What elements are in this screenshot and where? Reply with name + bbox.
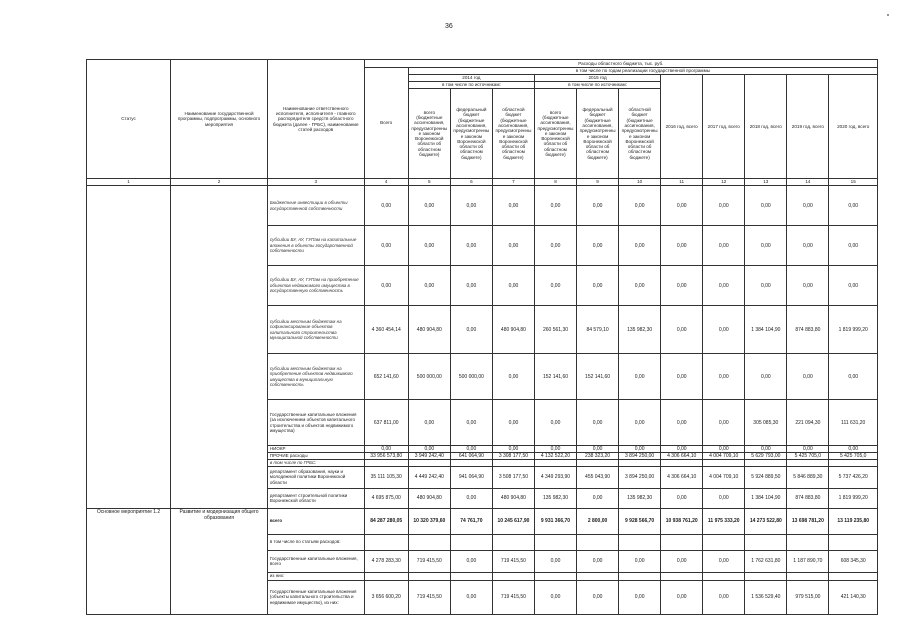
row-value: 0,00 — [577, 580, 619, 614]
budget-table-sheet — [86, 59, 878, 615]
header-year-2016: 2016 год, всего — [661, 75, 703, 179]
row-value: 221 094,30 — [787, 400, 829, 446]
main-activity-value: 10 245 617,90 — [492, 508, 534, 534]
row-value: 1 384 104,90 — [745, 306, 787, 354]
table-body — [87, 186, 878, 615]
row-value: 5 425 705,0 — [829, 453, 878, 460]
row-value: 421 140,30 — [829, 580, 878, 614]
row-value: 608 345,30 — [829, 550, 878, 572]
row-value: 719 415,50 — [408, 580, 450, 614]
row-value: 0,00 — [534, 446, 576, 453]
row-value: 0,00 — [661, 266, 703, 306]
row-value: 0,00 — [787, 446, 829, 453]
row-value — [364, 534, 408, 550]
table-row — [87, 186, 878, 226]
row-value: 0,00 — [661, 400, 703, 446]
row-value: 3 656 600,20 — [364, 580, 408, 614]
header-program-name: Наименование государственной программы, подпрограммы, основного мероприятия — [171, 60, 268, 179]
col-num: 7 — [492, 179, 534, 186]
row-value: 0,00 — [534, 550, 576, 572]
main-activity-value: 2 800,00 — [577, 508, 619, 534]
row-value: 0,00 — [492, 266, 534, 306]
row-value: 0,00 — [492, 446, 534, 453]
row-value: 0,00 — [534, 186, 576, 226]
row-value: 1 762 631,80 — [745, 550, 787, 572]
main-activity-value: 10 320 379,60 — [408, 508, 450, 534]
row-value: 3 508 177,50 — [492, 466, 534, 488]
row-value: 0,00 — [364, 266, 408, 306]
row-value: 0,00 — [661, 306, 703, 354]
header-year-2017: 2017 год, всего — [703, 75, 745, 179]
row-value: 4 004 709,10 — [703, 453, 745, 460]
main-activity-value: 10 938 761,20 — [661, 508, 703, 534]
budget-table — [86, 59, 878, 615]
status-cell-empty — [87, 186, 171, 509]
row-label: Государственные капитальные вложения, всего — [267, 550, 364, 572]
row-value — [703, 534, 745, 550]
row-value: 0,00 — [787, 226, 829, 266]
row-value: 0,00 — [408, 186, 450, 226]
row-value: 480 904,80 — [408, 306, 450, 354]
row-value: 4 349 293,90 — [534, 466, 576, 488]
row-label: из них: — [267, 572, 364, 580]
row-value: 0,00 — [745, 354, 787, 400]
row-value: 0,00 — [661, 354, 703, 400]
col-num: 10 — [619, 179, 661, 186]
row-value: 480 904,80 — [408, 488, 450, 508]
col-num: 1 — [87, 179, 171, 186]
row-label: в том числе по ГРБС: — [267, 460, 364, 467]
row-value: 3 894 250,00 — [619, 466, 661, 488]
row-value: 0,00 — [703, 580, 745, 614]
row-value: 0,00 — [492, 186, 534, 226]
row-value — [703, 572, 745, 580]
header-status: Статус — [87, 60, 171, 179]
col-num: 15 — [829, 179, 878, 186]
row-value: 152 141,60 — [534, 354, 576, 400]
col-num: 2 — [171, 179, 268, 186]
col-num: 14 — [787, 179, 829, 186]
row-value: 0,00 — [619, 186, 661, 226]
row-value: 0,00 — [450, 488, 492, 508]
row-value: 0,00 — [534, 266, 576, 306]
row-value: 0,00 — [703, 266, 745, 306]
header-total: Всего — [364, 68, 408, 179]
row-value: 0,00 — [577, 186, 619, 226]
row-value: 3 308 177,50 — [492, 453, 534, 460]
row-label: ПРОЧИЕ расходы — [267, 453, 364, 460]
row-value: 4 306 664,10 — [661, 466, 703, 488]
row-value: 5 629 793,00 — [745, 453, 787, 460]
col-num: 4 — [364, 179, 408, 186]
row-value: 0,00 — [745, 226, 787, 266]
main-activity-value: 9 931 366,70 — [534, 508, 576, 534]
col-num: 13 — [745, 179, 787, 186]
row-value: 0,00 — [829, 354, 878, 400]
row-value: 0,00 — [787, 354, 829, 400]
header-year-2020: 2020 год, всего — [829, 75, 878, 179]
row-value — [619, 534, 661, 550]
row-value: 5 924 889,50 — [745, 466, 787, 488]
row-value: 0,00 — [829, 226, 878, 266]
header-by-years: в том числе по годам реализации государственной программы — [408, 68, 877, 75]
header-expenses-title: Расходы областного бюджета, тыс. руб. — [364, 60, 877, 68]
row-value: 480 904,80 — [492, 488, 534, 508]
row-value: 0,00 — [703, 354, 745, 400]
col-num: 5 — [408, 179, 450, 186]
row-value: 719 415,50 — [492, 550, 534, 572]
row-value — [577, 572, 619, 580]
row-label: Государственные капитальные вложения (за исключением объектов капитального строительства и объектов недвижимого имущества) — [267, 400, 364, 446]
row-value: 0,00 — [534, 580, 576, 614]
main-activity-value: 13 698 781,20 — [787, 508, 829, 534]
row-value: 0,00 — [661, 550, 703, 572]
row-value — [619, 572, 661, 580]
header-year-2014: 2014 год — [408, 75, 534, 82]
row-value: 0,00 — [787, 186, 829, 226]
row-value — [408, 572, 450, 580]
row-value: 0,00 — [619, 580, 661, 614]
row-value: 719 415,50 — [408, 550, 450, 572]
row-value: 455 043,90 — [577, 466, 619, 488]
row-value: 0,00 — [577, 226, 619, 266]
column-numbers-row — [87, 179, 878, 186]
row-value: 5 737 426,20 — [829, 466, 878, 488]
row-value: 4 132 522,20 — [534, 453, 576, 460]
row-value: 84 579,10 — [577, 306, 619, 354]
row-value: 0,00 — [703, 550, 745, 572]
row-value: 0,00 — [492, 400, 534, 446]
header-executor: Наименование ответственного исполнителя, исполнителя - главного распорядителя средств областного бюджета (далее - ГРБС), наименование статей расходов — [267, 60, 364, 179]
col-num: 11 — [661, 179, 703, 186]
row-value — [577, 534, 619, 550]
row-value: 0,00 — [619, 226, 661, 266]
row-value — [492, 572, 534, 580]
row-value: 0,00 — [703, 306, 745, 354]
row-value — [408, 534, 450, 550]
main-activity-value: 13 119 235,80 — [829, 508, 878, 534]
row-value: 0,00 — [364, 186, 408, 226]
col-num: 3 — [267, 179, 364, 186]
row-value: 0,00 — [745, 266, 787, 306]
row-value — [745, 534, 787, 550]
row-value: 0,00 — [619, 266, 661, 306]
row-value: 1 187 890,70 — [787, 550, 829, 572]
row-value: 0,00 — [364, 446, 408, 453]
row-label: субсидии местным бюджетам на приобретение объектов недвижимого имущества в муниципальную собственность — [267, 354, 364, 400]
row-value: 637 811,00 — [364, 400, 408, 446]
row-value: 0,00 — [450, 446, 492, 453]
row-value: 0,00 — [619, 400, 661, 446]
col-num: 9 — [577, 179, 619, 186]
row-value: 238 323,20 — [577, 453, 619, 460]
main-activity-row — [87, 508, 878, 534]
scan-mark — [887, 14, 889, 16]
row-value: 0,00 — [577, 550, 619, 572]
row-value: 135 982,30 — [619, 488, 661, 508]
row-value: 480 904,80 — [492, 306, 534, 354]
row-value — [787, 572, 829, 580]
row-value: 500 000,00 — [450, 354, 492, 400]
header-sources-2015: в том числе по источникам: — [534, 82, 660, 89]
row-value: 0,00 — [619, 354, 661, 400]
row-value: 0,00 — [787, 266, 829, 306]
row-value: 0,00 — [577, 266, 619, 306]
row-value: 0,00 — [703, 226, 745, 266]
row-value: 0,00 — [450, 580, 492, 614]
main-activity-status: Основное мероприятие 1.2 — [87, 508, 171, 614]
row-label: субсидии БУ, АУ, ГУПам на приобретение объектов недвижимого имущества в государственную собственность — [267, 266, 364, 306]
row-value: 0,00 — [450, 306, 492, 354]
main-activity-label: всего — [267, 508, 364, 534]
header-2015-federal: федеральный бюджет (бюджетные ассигнования, предусмотренные законом Воронежской области об областном бюджете) — [577, 89, 619, 179]
row-value — [492, 534, 534, 550]
col-num: 12 — [703, 179, 745, 186]
row-value: 260 561,30 — [534, 306, 576, 354]
col-num: 8 — [534, 179, 576, 186]
row-value: 0,00 — [408, 446, 450, 453]
row-value: 0,00 — [703, 186, 745, 226]
row-value: 979 515,00 — [787, 580, 829, 614]
header-2015-regional: областной бюджет (бюджетные ассигнования, предусмотренные законом Воронежской области об областном бюджете) — [619, 89, 661, 179]
row-value: 1 819 999,20 — [829, 488, 878, 508]
row-value: 0,00 — [745, 446, 787, 453]
row-label: субсидии местным бюджетам на софинансирование объектов капитального строительства муниципальной собственности — [267, 306, 364, 354]
row-value: 4 360 454,14 — [364, 306, 408, 354]
row-value: 111 631,20 — [829, 400, 878, 446]
row-value: 135 982,30 — [534, 488, 576, 508]
row-value: 4 306 664,10 — [661, 453, 703, 460]
row-value — [829, 572, 878, 580]
row-value: 135 982,30 — [619, 306, 661, 354]
row-value: 305 085,30 — [745, 400, 787, 446]
row-value: 941 064,90 — [450, 466, 492, 488]
header-sources-2014: в том числе по источникам: — [408, 82, 534, 89]
row-value: 3 949 242,40 — [408, 453, 450, 460]
row-value — [829, 534, 878, 550]
row-value: 0,00 — [661, 580, 703, 614]
row-value — [745, 572, 787, 580]
row-value: 0,00 — [450, 226, 492, 266]
row-value: 0,00 — [492, 226, 534, 266]
main-activity-value: 84 287 280,05 — [364, 508, 408, 534]
row-value: 0,00 — [450, 266, 492, 306]
row-value: 0,00 — [661, 186, 703, 226]
row-value: 652 141,60 — [364, 354, 408, 400]
row-value: 874 883,80 — [787, 306, 829, 354]
row-value: 33 956 573,80 — [364, 453, 408, 460]
row-value — [364, 572, 408, 580]
row-value — [787, 534, 829, 550]
row-value: 0,00 — [829, 446, 878, 453]
row-value: 500 000,00 — [408, 354, 450, 400]
row-value: 4 278 283,30 — [364, 550, 408, 572]
row-value — [450, 572, 492, 580]
row-value: 0,00 — [577, 400, 619, 446]
row-label: в том числе по статьям расходов: — [267, 534, 364, 550]
row-label: Бюджетные инвестиции в объекты государственной собственности — [267, 186, 364, 226]
row-value: 0,00 — [534, 226, 576, 266]
row-value: 0,00 — [829, 186, 878, 226]
row-label: департамент образования, науки и молодежной политики Воронежской области — [267, 466, 364, 488]
row-value: 4 004 709,10 — [703, 466, 745, 488]
row-value: 0,00 — [619, 550, 661, 572]
row-value: 0,00 — [408, 226, 450, 266]
row-value: 0,00 — [661, 446, 703, 453]
row-value: 719 415,50 — [492, 580, 534, 614]
row-value: 0,00 — [408, 400, 450, 446]
row-value: 0,00 — [450, 400, 492, 446]
row-value: 874 883,80 — [787, 488, 829, 508]
row-value — [661, 572, 703, 580]
row-value: 0,00 — [534, 400, 576, 446]
row-label: НИОКР — [267, 446, 364, 453]
row-value: 0,00 — [450, 186, 492, 226]
header-year-2019: 2019 год, всего — [787, 75, 829, 179]
row-value: 0,00 — [703, 400, 745, 446]
row-value: 3 894 250,00 — [619, 453, 661, 460]
row-value: 4 449 242,40 — [408, 466, 450, 488]
row-value: 0,00 — [619, 446, 661, 453]
row-value — [534, 572, 576, 580]
row-value: 0,00 — [450, 550, 492, 572]
row-value: 0,00 — [661, 226, 703, 266]
row-value: 0,00 — [661, 488, 703, 508]
row-value — [661, 534, 703, 550]
row-value: 152 141,60 — [577, 354, 619, 400]
row-value: 4 695 875,00 — [364, 488, 408, 508]
row-value: 5 846 889,30 — [787, 466, 829, 488]
col-num: 6 — [450, 179, 492, 186]
row-label: Государственные капитальные вложения (объекты капитального строительства и недвижимое имущество), из них: — [267, 580, 364, 614]
row-value: 0,00 — [703, 488, 745, 508]
row-value: 0,00 — [745, 186, 787, 226]
main-activity-value: 11 975 333,20 — [703, 508, 745, 534]
header-2015-total: всего (бюджетные ассигнования, предусмотренные законом Воронежской области об областном бюджете) — [534, 89, 576, 179]
row-value: 0,00 — [577, 488, 619, 508]
row-value: 1 819 999,20 — [829, 306, 878, 354]
row-value: 0,00 — [364, 226, 408, 266]
row-value: 35 111 105,30 — [364, 466, 408, 488]
row-value: 0,00 — [408, 266, 450, 306]
row-value: 641 064,90 — [450, 453, 492, 460]
main-activity-value: 14 273 522,80 — [745, 508, 787, 534]
header-year-2018: 2018 год, всего — [745, 75, 787, 179]
row-value: 0,00 — [577, 446, 619, 453]
main-activity-name: Развитие и модернизация общего образования — [171, 508, 268, 614]
header-2014-federal: федеральный бюджет (бюджетные ассигнования, предусмотренные законом Воронежской области об областном бюджете) — [450, 89, 492, 179]
main-activity-value: 74 761,70 — [450, 508, 492, 534]
row-value: 1 536 529,40 — [745, 580, 787, 614]
header-2014-total: всего (бюджетные ассигнования, предусмотренные законом Воронежской области об областном бюджете) — [408, 89, 450, 179]
row-value — [450, 534, 492, 550]
main-activity-value: 9 928 566,70 — [619, 508, 661, 534]
row-value — [534, 534, 576, 550]
page-number: 36 — [445, 23, 453, 30]
row-label: субсидии БУ, АУ, ГУПам на капитальные вложения в объекты государственной собственности — [267, 226, 364, 266]
row-value: 0,00 — [492, 354, 534, 400]
row-value: 5 425 705,0 — [787, 453, 829, 460]
row-value: 0,00 — [829, 266, 878, 306]
row-value: 0,00 — [703, 446, 745, 453]
header-2014-regional: областной бюджет (бюджетные ассигнования, предусмотренные законом Воронежской области об областном бюджете) — [492, 89, 534, 179]
row-label: департамент строительной политики Воронежской области — [267, 488, 364, 508]
row-value: 1 384 104,90 — [745, 488, 787, 508]
header-year-2015: 2015 год — [534, 75, 660, 82]
program-cell-empty — [171, 186, 268, 509]
